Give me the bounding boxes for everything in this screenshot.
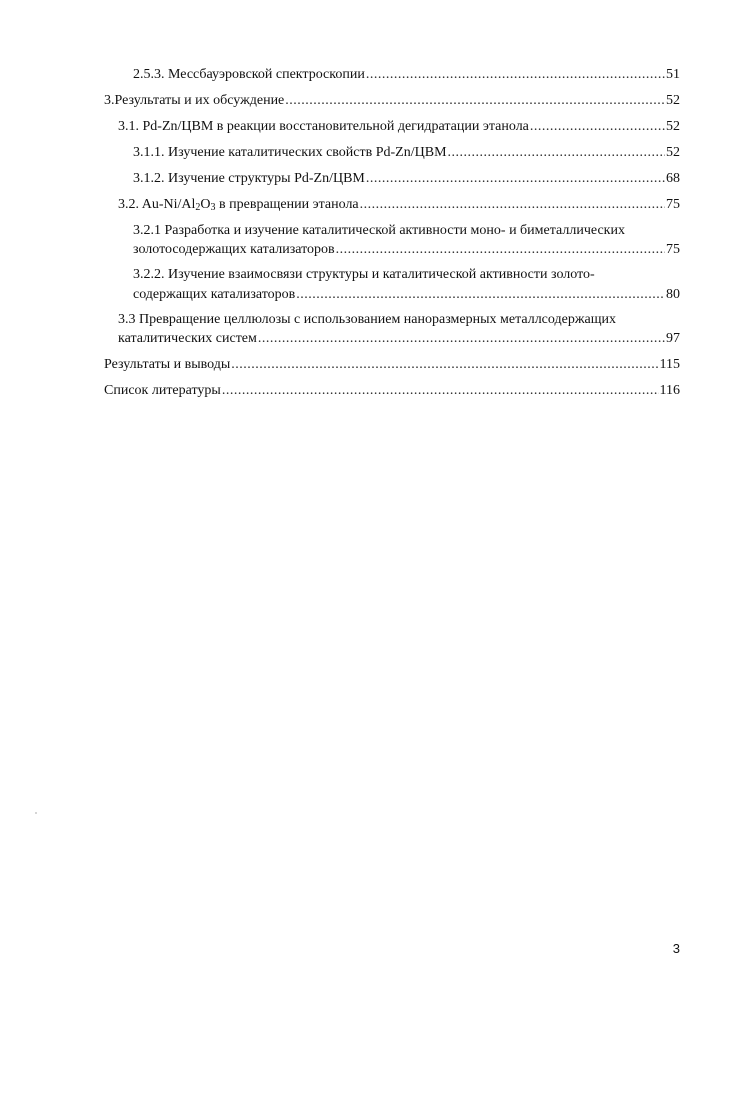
toc-entry-3-2-2	[133, 284, 680, 306]
toc-entry-page: 97	[666, 331, 680, 346]
dot-leader	[285, 90, 665, 112]
dot-leader	[366, 168, 665, 190]
toc-entry-title-line2: золотосодержащих катализаторов	[133, 242, 335, 257]
toc-entry-page: 75	[666, 197, 680, 212]
toc-entry-title: 3.1.2. Изучение структуры Pd-Zn/ЦВМ	[133, 171, 365, 186]
dot-leader	[366, 64, 665, 86]
toc-entry-3	[104, 90, 680, 112]
toc-entry-title: 2.5.3. Мессбауэровской спектроскопии	[133, 67, 365, 82]
toc-entry-page: 75	[666, 242, 680, 257]
dot-leader	[336, 239, 665, 261]
toc-entry-bibliography	[104, 380, 680, 402]
toc-entry-page: 80	[666, 287, 680, 302]
toc-entry-3-2	[118, 194, 680, 216]
toc-entry-title-line2: каталитических систем	[118, 331, 257, 346]
scan-speck	[35, 812, 37, 814]
toc-entry-title-line2: содержащих катализаторов	[133, 287, 296, 302]
toc-entry-page: 51	[666, 67, 680, 82]
toc-entry-3-2-1-title-line1: 3.2.1 Разработка и изучение каталитической активности моно- и биметаллических	[133, 223, 625, 238]
toc-entry-page: 68	[666, 171, 680, 186]
toc-entry-results-conclusions	[104, 354, 680, 376]
dot-leader	[258, 328, 665, 350]
toc-entry-3-1	[118, 116, 680, 138]
toc-entry-page: 52	[666, 93, 680, 108]
toc-entry-title: 3.2. $Au-Ni/Al_2O_3$ в превращении этанола	[118, 197, 359, 213]
toc-entry-title: Список литературы	[104, 383, 221, 398]
toc-entry-title: 3.1.1. Изучение каталитических свойств Pd-Zn/ЦВМ	[133, 145, 447, 160]
dot-leader	[448, 142, 665, 164]
toc-entry-page: 52	[666, 119, 680, 134]
toc-entry-3-3	[118, 328, 680, 350]
toc-entry-title: 3.Результаты и их обсуждение	[104, 93, 285, 108]
toc-entry-3-1-1	[133, 142, 680, 164]
page-number: 3	[672, 941, 680, 956]
dot-leader	[530, 116, 665, 138]
dot-leader	[296, 284, 665, 306]
toc-entry-3-2-1	[133, 239, 680, 261]
toc-entry-title: 3.1. Pd-Zn/ЦВМ в реакции восстановительной дегидратации этанола	[118, 119, 529, 134]
toc-entry-title: Результаты и выводы	[104, 357, 231, 372]
toc-entry-page: 115	[659, 357, 680, 372]
dot-leader	[360, 194, 665, 216]
toc-entry-3-1-2	[133, 168, 680, 190]
toc-entry-page: 116	[659, 383, 680, 398]
toc-entry-page: 52	[666, 145, 680, 160]
dot-leader	[222, 380, 659, 402]
toc-entry-3-2-2-title-line1: 3.2.2. Изучение взаимосвязи структуры и каталитической активности золото-	[133, 267, 595, 282]
dot-leader	[231, 354, 658, 376]
toc-entry-3-3-title-line1: 3.3 Превращение целлюлозы с использованием наноразмерных металлсодержащих	[118, 312, 616, 327]
toc-entry-2-5-3	[133, 64, 680, 86]
